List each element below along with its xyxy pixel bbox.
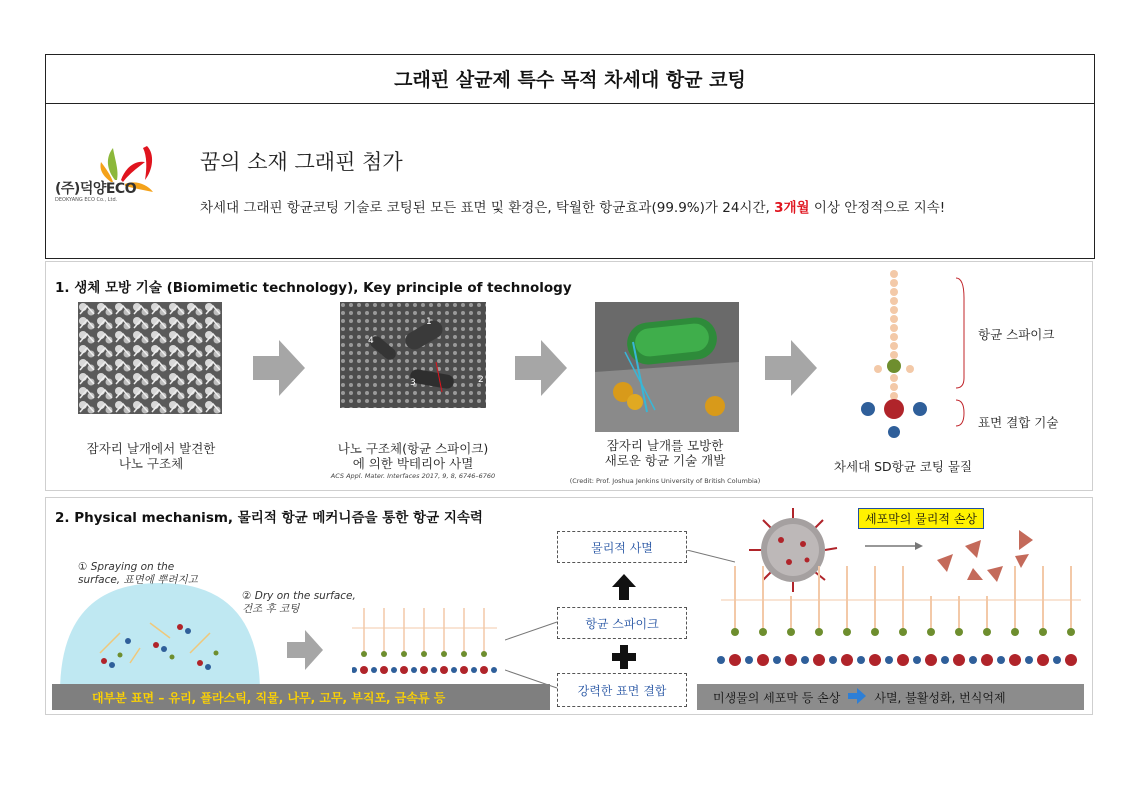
label-surface-bonding: 표면 결합 기술 [978, 415, 1059, 430]
connector-lines [505, 550, 735, 704]
colorized-bacteria-image [595, 302, 739, 432]
header-divider [45, 103, 1095, 104]
box-antibacterial-spike: 항균 스파이크 [557, 607, 687, 639]
dragonfly-wing-sem-image [78, 302, 222, 414]
box-physical-kill: 물리적 사멸 [557, 531, 687, 563]
arrow-right-icon [287, 630, 323, 674]
subtitle: 꿈의 소재 그래핀 첨가 [200, 150, 403, 174]
arrow-right-icon [253, 340, 305, 400]
description-part-1: 차세대 그래핀 항균코팅 기술로 코팅된 모든 표면 및 환경은, 탁월한 항균효과(99.9%)가 24시간, [200, 200, 775, 216]
arrow-right-blue-icon [848, 688, 866, 707]
step2-note: ② Dry on the surface, 건조 후 코팅 [242, 590, 356, 615]
page-title: 그래핀 살균제 특수 목적 차세대 항균 코팅 [394, 69, 746, 91]
description-part-2: 이상 안정적으로 지속! [809, 200, 946, 216]
sem-label-4: 4 [368, 336, 374, 346]
section2-title: 2. Physical mechanism, 물리적 항균 메커니즘을 통한 항균 지속력 [55, 510, 483, 526]
logo-wordmark: (주)덕양ECO [55, 181, 137, 197]
step1-note: ① Spraying on the surface, 표면에 뿌려지고 [78, 561, 198, 586]
caption-dragonfly-nanostructure: 잠자리 날개에서 발견한 나노 구조체 [86, 441, 216, 471]
reference-credit: (Credit: Prof. Joshua Jenkins University of British Columbia) [569, 477, 761, 485]
callout-membrane-damage: 세포막의 물리적 손상 [858, 508, 984, 529]
effect-bar-cause: 미생물의 세포막 등 손상 [713, 690, 841, 705]
reference-acs: ACS Appl. Mater. Interfaces 2017, 9, 8, 6746–6760 [330, 472, 496, 480]
coated-surface-diagram [352, 608, 502, 690]
label-antibacterial-spike: 항균 스파이크 [978, 327, 1055, 342]
caption-bacteria-kill: 나노 구조체(항균 스파이크) 에 의한 박테리아 사멸 [337, 441, 489, 471]
section1-title: 1. 생체 모방 기술 (Biomimetic technology), Key principle of technology [55, 280, 572, 296]
description-highlight: 3개월 [774, 200, 810, 216]
effect-bar-result: 사멸, 불활성화, 번식억제 [874, 690, 1006, 705]
bacteria-nanostructure-sem-image [340, 302, 486, 408]
box-strong-bond: 강력한 표면 결합 [557, 673, 687, 707]
arrow-right-icon [765, 340, 817, 400]
sem-label-2: 2 [478, 375, 484, 385]
arrow-right-icon [515, 340, 567, 400]
sem-label-3: 3 [410, 378, 416, 388]
description [200, 196, 945, 216]
caption-sd-coating: 차세대 SD항균 코팅 물질 [833, 459, 973, 474]
sd-coating-molecule-diagram [848, 268, 968, 452]
sem-label-1: 1 [426, 317, 432, 327]
logo-subtext: DEOKYANG ECO Co., Ltd. [55, 197, 118, 203]
caption-new-technology: 잠자리 날개를 모방한 새로운 항균 기술 개발 [604, 438, 726, 468]
effect-bar [697, 684, 1084, 710]
surface-types-bar: 대부분 표면 – 유리, 플라스틱, 직물, 나무, 고무, 부직포, 금속류 등 [52, 684, 550, 710]
